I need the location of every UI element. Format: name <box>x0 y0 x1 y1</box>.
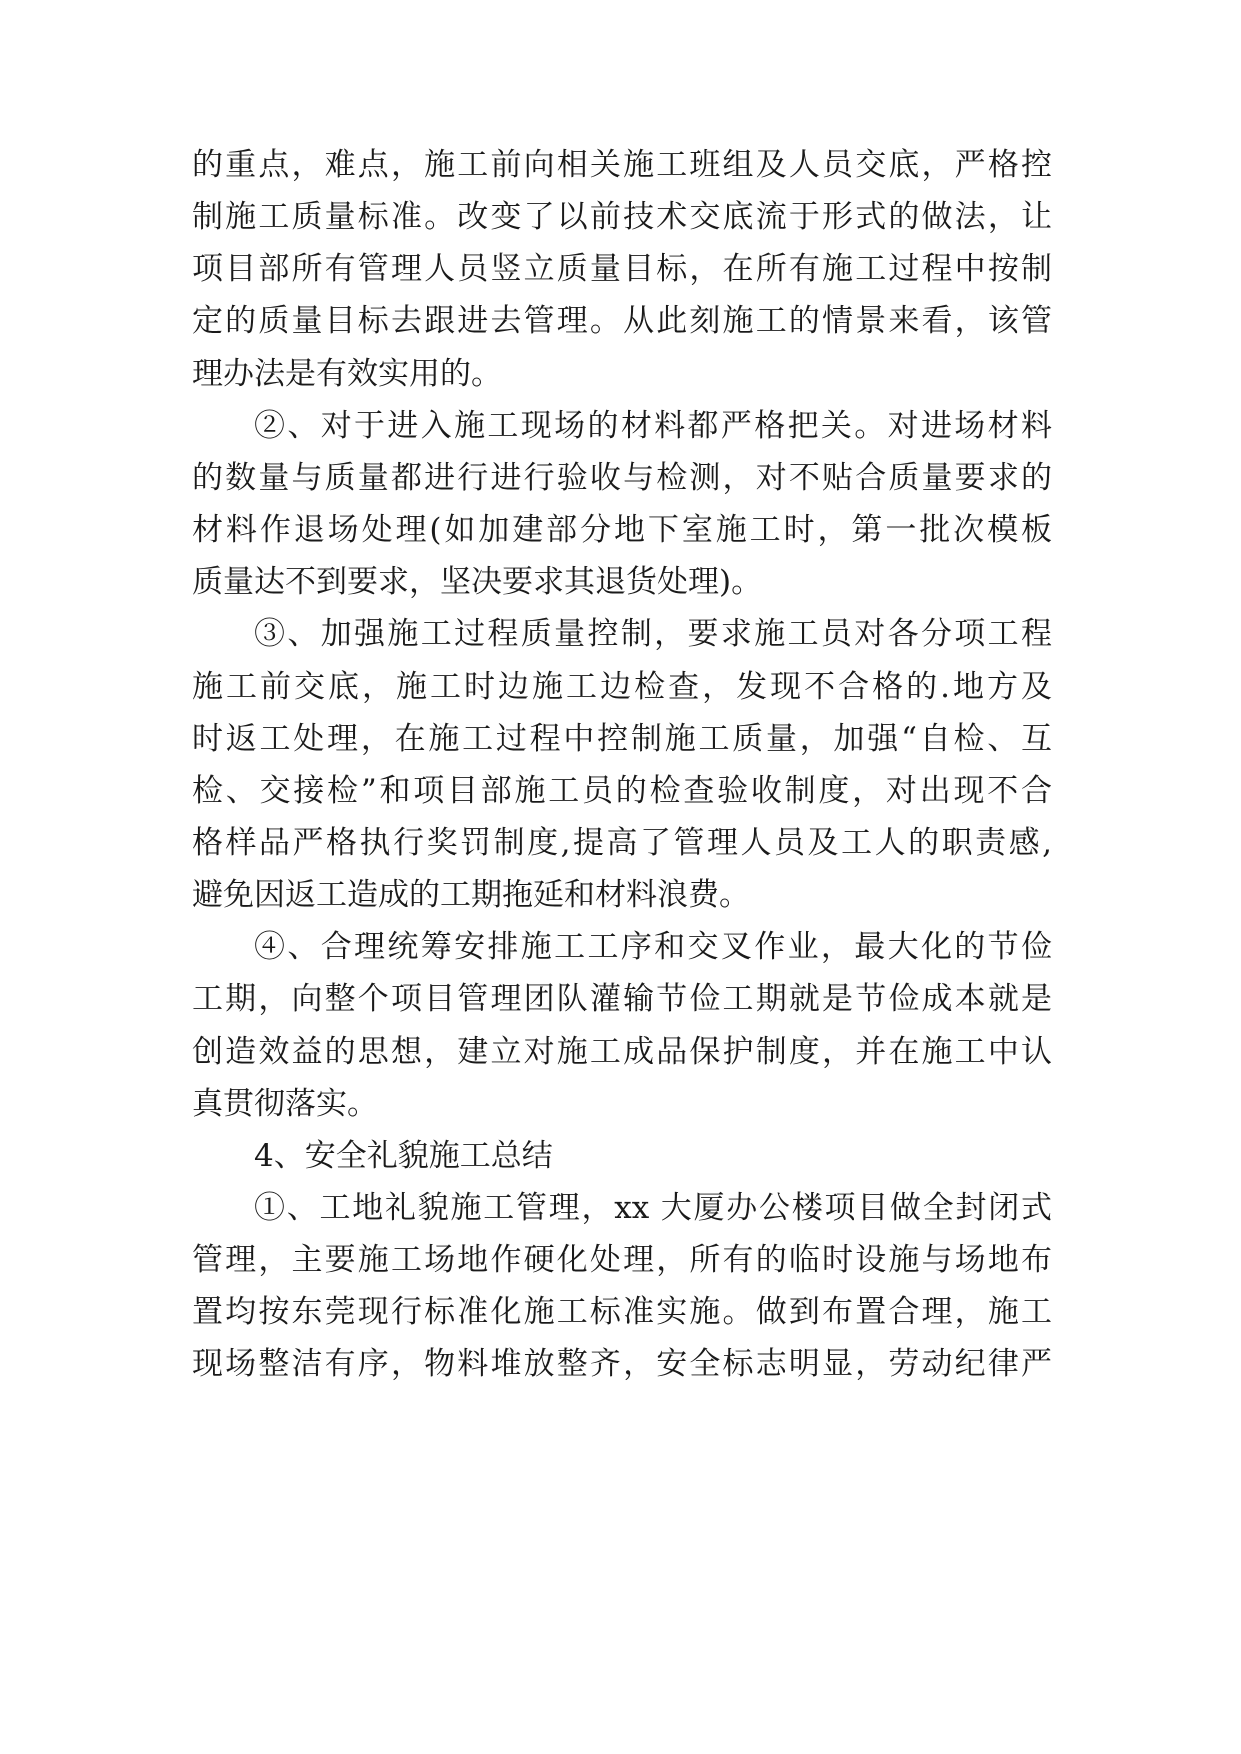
text-line: 项目部所有管理人员竖立质量目标，在所有施工过程中按制 <box>192 251 1052 287</box>
text-line: 的数量与质量都进行进行验收与检测，对不贴合质量要求的 <box>192 460 1052 496</box>
text-line: 管理，主要施工场地作硬化处理，所有的临时设施与场地布 <box>192 1242 1052 1278</box>
text-line: 创造效益的思想，建立对施工成品保护制度，并在施工中认 <box>192 1034 1052 1070</box>
text-line: 检、交接检”和项目部施工员的检查验收制度，对出现不合 <box>192 773 1052 809</box>
text-line: 制施工质量标准。改变了以前技术交底流于形式的做法，让 <box>192 199 1052 235</box>
text-line: 质量达不到要求，坚决要求其退货处理)。 <box>192 564 763 600</box>
text-line: ①、工地礼貌施工管理，xx 大厦办公楼项目做全封闭式 <box>254 1190 1052 1226</box>
text-line: ③、加强施工过程质量控制，要求施工员对各分项工程 <box>254 616 1052 652</box>
text-line: 格样品严格执行奖罚制度,提高了管理人员及工人的职责感, <box>192 825 1052 861</box>
text-line: 时返工处理，在施工过程中控制施工质量，加强“自检、互 <box>192 721 1052 757</box>
text-line: 置均按东莞现行标准化施工标准实施。做到布置合理，施工 <box>192 1294 1052 1330</box>
text-line: 材料作退场处理(如加建部分地下室施工时，第一批次模板 <box>192 512 1052 548</box>
text-line: 4、安全礼貌施工总结 <box>254 1138 553 1174</box>
text-line: 定的质量目标去跟进去管理。从此刻施工的情景来看，该管 <box>192 303 1052 339</box>
text-line: ②、对于进入施工现场的材料都严格把关。对进场材料 <box>254 408 1052 444</box>
text-line: 真贯彻落实。 <box>192 1086 378 1122</box>
text-line: 工期，向整个项目管理团队灌输节俭工期就是节俭成本就是 <box>192 981 1052 1017</box>
text-line: 现场整洁有序，物料堆放整齐，安全标志明显，劳动纪律严 <box>192 1346 1052 1382</box>
text-line: ④、合理统筹安排施工工序和交叉作业，最大化的节俭 <box>254 929 1052 965</box>
text-line: 的重点，难点，施工前向相关施工班组及人员交底，严格控 <box>192 147 1052 183</box>
text-line: 理办法是有效实用的。 <box>192 356 502 392</box>
text-line: 施工前交底，施工时边施工边检查，发现不合格的.地方及 <box>192 669 1052 705</box>
text-line: 避免因返工造成的工期拖延和材料浪费。 <box>192 877 750 913</box>
